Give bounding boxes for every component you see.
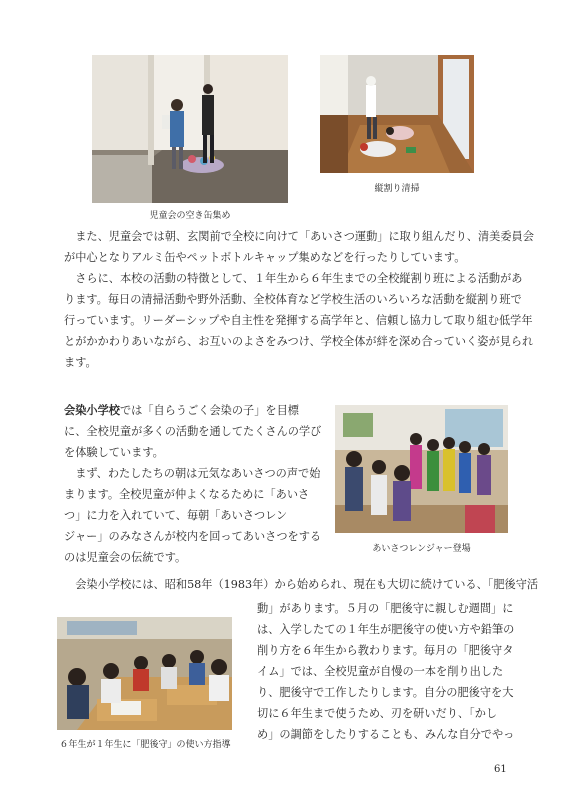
text-line: 行っています。リーダーシップや自主性を発揮する高学年と、信頼し協力して取り組む低学年 bbox=[64, 314, 533, 327]
text-line: ります。毎日の清掃活動や野外活動、全校体育など学校生活のいろいろな活動を縦割り班で bbox=[64, 293, 522, 306]
text-line: さらに、本校の活動の特徴として、１年生から６年生までの全校縦割り班による活動があ bbox=[64, 272, 523, 285]
text-line: つ」に力を入れていて、毎朝「あいさつレン bbox=[64, 509, 288, 522]
section3-paragraph bbox=[257, 598, 514, 745]
text-line: まず、わたしたちの朝は元気なあいさつの声で始 bbox=[64, 467, 321, 480]
text-line: り、肥後守で工作したりします。自分の肥後守を大 bbox=[257, 686, 514, 699]
section2-paragraph bbox=[64, 400, 321, 568]
text-line: また、児童会では朝、玄関前で全校に向けて「あいさつ運動」に取り組んだり、清美委員会 bbox=[64, 230, 534, 243]
text-line: イム」では、全校児童が自慢の一本を削り出した bbox=[257, 665, 504, 678]
section1-paragraph bbox=[64, 226, 534, 373]
text-fragment: では「自らうごく会染の子」を目標 bbox=[119, 404, 299, 417]
page-number: 61 bbox=[494, 764, 507, 775]
text-line: に、全校児童が多くの活動を通してたくさんの学び bbox=[64, 425, 322, 438]
text-line: まります。全校児童が仲よくなるために「あいさ bbox=[64, 488, 310, 501]
photo-greeting-rangers bbox=[335, 405, 508, 533]
section3-first-line: 会染小学校には、昭和58年（1983年）から始められ、現在も大切に続けている、「肥後守活 bbox=[64, 578, 539, 591]
text-line: ジャー」のみなさんが校内を回ってあいさつをする bbox=[64, 530, 322, 543]
text-line: とがかかわりあいながら、お互いのよさをみつけ、学校全体が絆を深め合っていく姿が見られ bbox=[64, 335, 534, 348]
text-line: 動」があります。５月の「肥後守に親しむ週間」に bbox=[257, 602, 514, 615]
text-line: を体験しています。 bbox=[64, 446, 164, 459]
photo-knife-instruction bbox=[57, 617, 232, 730]
caption-knife-instruction: ６年生が１年生に「肥後守」の使い方指導 bbox=[59, 740, 231, 750]
text-line: 切に６年生まで使うため、刃を研いだり、「かし bbox=[257, 707, 498, 720]
text-line: が中心となりアルミ缶やペットボトルキャップ集めなどを行ったりしています。 bbox=[64, 251, 466, 264]
caption-greeting-rangers: あいさつレンジャー登場 bbox=[372, 544, 471, 554]
text-line: め」の調節をしたりすることも、みんな自分でやっ bbox=[257, 728, 515, 741]
school-name: 会染小学校 bbox=[64, 404, 120, 417]
caption-cleaning: 縦割り清掃 bbox=[374, 184, 420, 194]
text-line: 削り方を６年生から教わります。毎月の「肥後守タ bbox=[257, 644, 514, 657]
text-line: ます。 bbox=[64, 356, 97, 369]
text-line: のは児童会の伝統です。 bbox=[64, 551, 187, 564]
photo-cleaning bbox=[320, 55, 474, 173]
photo-can-collection bbox=[92, 55, 288, 203]
caption-can-collection: 児童会の空き缶集め bbox=[149, 211, 231, 221]
text-line bbox=[64, 400, 321, 421]
text-line: は、入学したての１年生が肥後守の使い方や鉛筆の bbox=[257, 623, 515, 636]
